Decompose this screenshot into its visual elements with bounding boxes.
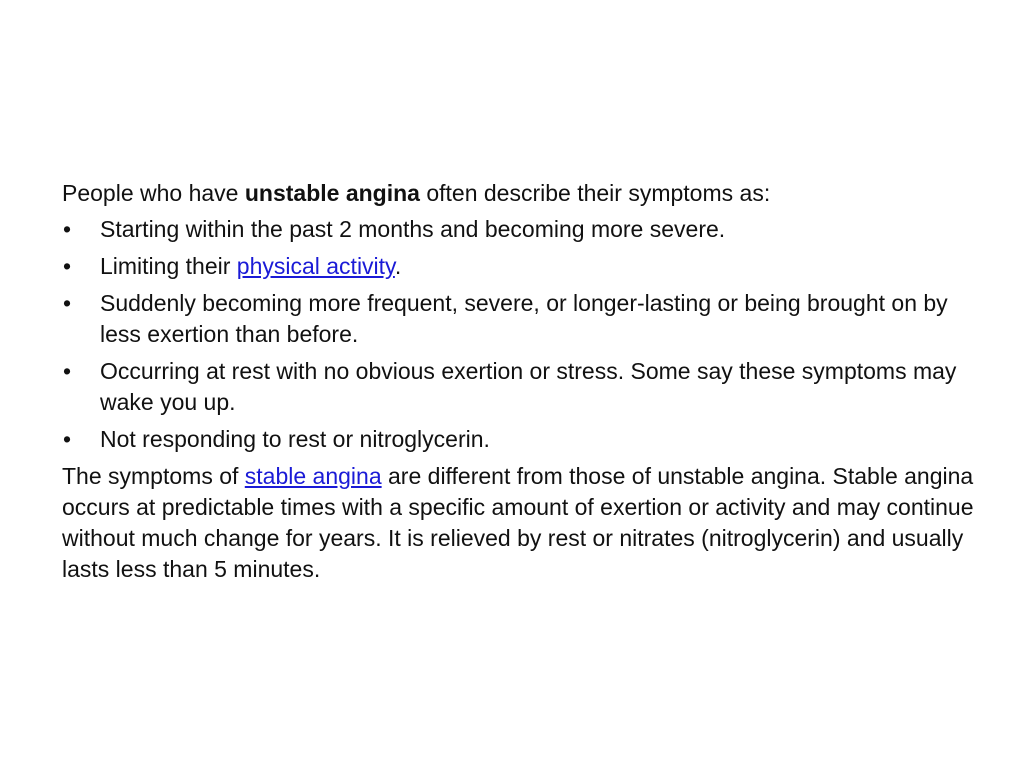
- intro-text-end: often describe their symptoms as:: [419, 180, 771, 206]
- closing-text: The symptoms of: [62, 463, 245, 489]
- list-item: [62, 251, 982, 282]
- list-item-text: Starting within the past 2 months and becoming more severe.: [100, 216, 726, 242]
- closing-paragraph: [62, 461, 982, 585]
- bullet-icon: •: [63, 290, 72, 316]
- closing-text-end: are different from those of unstable angina. Stable angina occurs at predictable times with a specific amount of exertion or activity and may continue without much change for years. It is relieved by rest or nitrates (nitroglycerin) and usually lasts less than 5 minutes.: [62, 463, 974, 582]
- list-item-text: Not responding to rest or nitroglycerin.: [100, 426, 490, 452]
- bullet-icon: •: [63, 426, 72, 452]
- symptom-list: [62, 214, 982, 455]
- intro-paragraph: [62, 178, 982, 209]
- list-item-text: Occurring at rest with no obvious exertion or stress. Some say these symptoms may wake you up.: [100, 358, 957, 415]
- list-item-text: Suddenly becoming more frequent, severe, or longer-lasting or being brought on by less exertion than before.: [100, 290, 948, 347]
- list-item: [62, 214, 982, 245]
- list-item: [62, 356, 982, 418]
- physical-activity-link[interactable]: physical activity: [236, 253, 395, 279]
- stable-angina-link[interactable]: stable angina: [244, 463, 382, 489]
- intro-bold-term: unstable angina: [244, 180, 420, 206]
- intro-text: People who have: [62, 180, 245, 206]
- list-item: [62, 288, 982, 350]
- bullet-icon: •: [63, 253, 72, 279]
- bullet-icon: •: [63, 216, 72, 242]
- list-item-text: Limiting their: [100, 253, 237, 279]
- list-item-text-end: .: [394, 253, 402, 279]
- bullet-icon: •: [63, 358, 72, 384]
- list-item: [62, 424, 982, 455]
- slide-body: [62, 178, 982, 590]
